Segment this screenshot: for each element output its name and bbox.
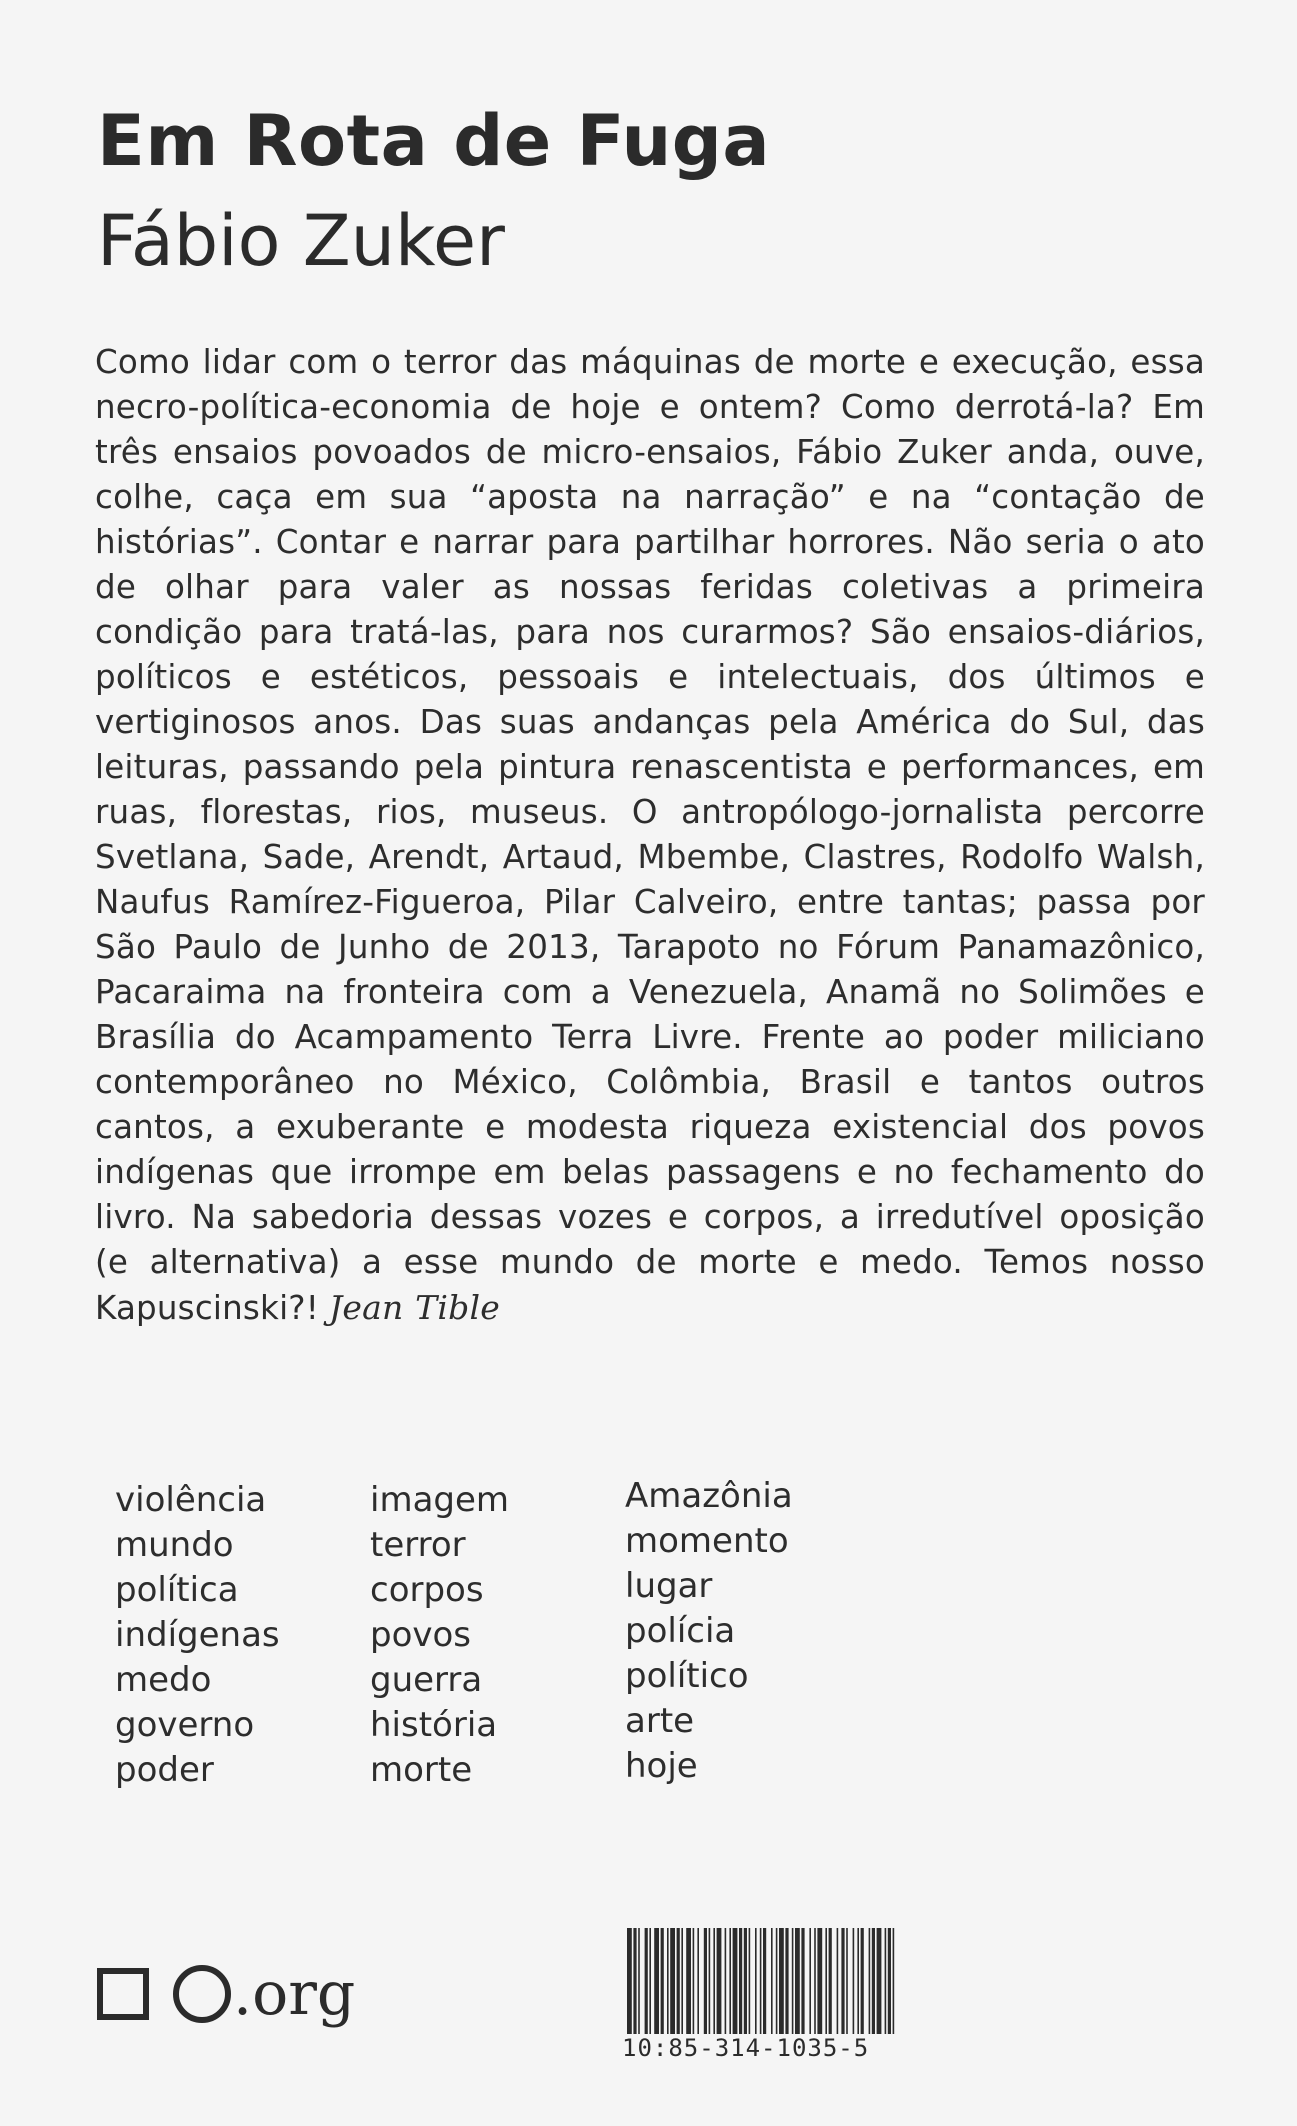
barcode-bar	[733, 1928, 738, 2034]
barcode-bar	[776, 1928, 778, 2034]
barcode-bar	[755, 1928, 757, 2034]
keyword: história	[370, 1705, 498, 1745]
publisher-logo-text: .org	[233, 1959, 356, 2029]
barcode-bar	[670, 1928, 675, 2034]
barcode-bar	[713, 1928, 715, 2034]
barcode-bar	[861, 1928, 864, 2034]
keyword: polícia	[625, 1611, 736, 1651]
barcode-bar	[857, 1928, 859, 2034]
blurb-signature: Jean Tible	[328, 1288, 500, 1327]
barcode-bar	[829, 1928, 832, 2034]
barcode-bar	[809, 1928, 811, 2034]
barcode-bar	[825, 1928, 827, 2034]
barcode-bar	[633, 1928, 636, 2034]
barcode-bar	[877, 1928, 882, 2034]
barcode-bar	[725, 1928, 727, 2034]
barcode-bar	[661, 1928, 664, 2034]
barcode-bar	[739, 1928, 742, 2034]
keyword: momento	[625, 1521, 789, 1561]
barcode-bar	[801, 1928, 804, 2034]
book-title: Em Rota de Fuga	[97, 100, 771, 182]
blurb-text	[95, 340, 1205, 1331]
barcode-bar	[744, 1928, 747, 2034]
barcode-bar	[677, 1928, 680, 2034]
square-logo-icon	[97, 1968, 149, 2020]
keyword: medo	[115, 1660, 212, 1700]
barcode-bar	[681, 1928, 683, 2034]
keyword-column-2	[370, 1478, 509, 1793]
barcode-bar	[888, 1928, 891, 2034]
barcode-bar	[785, 1928, 788, 2034]
barcode-bar	[795, 1928, 800, 2034]
barcode-bar	[817, 1928, 822, 2034]
barcode-bar	[697, 1928, 699, 2034]
barcode-bar	[645, 1928, 648, 2034]
keyword: povos	[370, 1615, 472, 1655]
barcode-bar	[729, 1928, 731, 2034]
barcode-bar	[654, 1928, 659, 2034]
keyword: guerra	[370, 1660, 483, 1700]
barcode-bar	[885, 1928, 887, 2034]
keyword: morte	[370, 1750, 473, 1790]
barcode-bar	[717, 1928, 722, 2034]
barcode-bar	[872, 1928, 875, 2034]
barcode-bar	[627, 1928, 632, 2034]
barcode-bar	[763, 1928, 766, 2034]
barcode-bar	[779, 1928, 784, 2034]
barcode-bar	[792, 1928, 794, 2034]
barcode-bar	[649, 1928, 651, 2034]
keyword: violência	[115, 1480, 267, 1520]
keyword: lugar	[625, 1566, 713, 1606]
keyword: terror	[370, 1525, 466, 1565]
keyword-column-1	[115, 1478, 280, 1793]
publisher-logo	[97, 1958, 355, 2030]
barcode-bar	[869, 1928, 871, 2034]
barcode-bar	[749, 1928, 751, 2034]
barcode-bar	[846, 1928, 848, 2034]
barcode-bar	[853, 1928, 855, 2034]
barcode-bar	[814, 1928, 816, 2034]
keyword: político	[625, 1656, 749, 1696]
blurb-body: Como lidar com o terror das máquinas de morte e execução, essa necro-política-economia de hoje e ontem? Como derrotá-la? Em três ensaios povoados de micro-ensaios, Fábio Zuker anda, ouve, colhe, caça em sua “aposta na narração” e na “contação de histórias”. Contar e narrar para partilhar horrores. Não seria o ato de olhar para valer as nossas feridas coletivas a primeira condição para tratá-las, para nos curarmos? São ensaios-diários, políticos e estéticos, pessoais e intelectuais, dos últimos e vertiginosos anos. Das suas andanças pela América do Sul, das leituras, passando pela pintura renascentista e performances, em ruas, florestas, rios, museus. O antropólogo-jornalista percorre Svetlana, Sade, Arendt, Artaud, Mbembe, Clastres, Rodolfo Walsh, Naufus Ramírez-Figueroa, Pilar Calveiro, entre tantas; passa por São Paulo de Junho de 2013, Tarapoto no Fórum Panamazônico, Pacaraima na fronteira com a Venezuela, Anamã no Solimões e Brasília do Acampamento Terra Livre. Frente ao poder miliciano contemporâneo no México, Colômbia, Brasil e tantos outros cantos, a exuberante e modesta riqueza existencial dos povos indígenas que irrompe em belas passagens e no fechamento do livro. Na sabedoria dessas vozes e corpos, a irredutível oposição (e alternativa) a esse mundo de morte e medo. Temos nosso Kapuscinski?!	[95, 343, 1205, 1327]
barcode-bar	[693, 1928, 695, 2034]
barcode-icon	[625, 1928, 900, 2034]
barcode-bar	[771, 1928, 773, 2034]
keyword: corpos	[370, 1570, 484, 1610]
keyword: indígenas	[115, 1615, 280, 1655]
isbn-number: 10:85-314-1035-5	[622, 2034, 870, 2062]
keyword: hoje	[625, 1746, 698, 1786]
keyword: mundo	[115, 1525, 234, 1565]
keyword: imagem	[370, 1480, 510, 1520]
barcode-bar	[760, 1928, 762, 2034]
keyword: governo	[115, 1705, 255, 1745]
keyword: arte	[625, 1701, 695, 1741]
keyword-column-3	[625, 1474, 793, 1789]
barcode-bar	[709, 1928, 711, 2034]
keyword: Amazônia	[625, 1476, 793, 1516]
barcode-bar	[704, 1928, 707, 2034]
barcode-bar	[638, 1928, 640, 2034]
keyword: poder	[115, 1750, 214, 1790]
circle-logo-icon	[173, 1965, 231, 2023]
barcode-bar	[837, 1928, 839, 2034]
barcode-bar	[686, 1928, 691, 2034]
barcode-bar	[667, 1928, 669, 2034]
barcode-bar	[841, 1928, 844, 2034]
keyword: política	[115, 1570, 239, 1610]
barcode-bar	[893, 1928, 895, 2034]
book-author: Fábio Zuker	[97, 200, 505, 282]
